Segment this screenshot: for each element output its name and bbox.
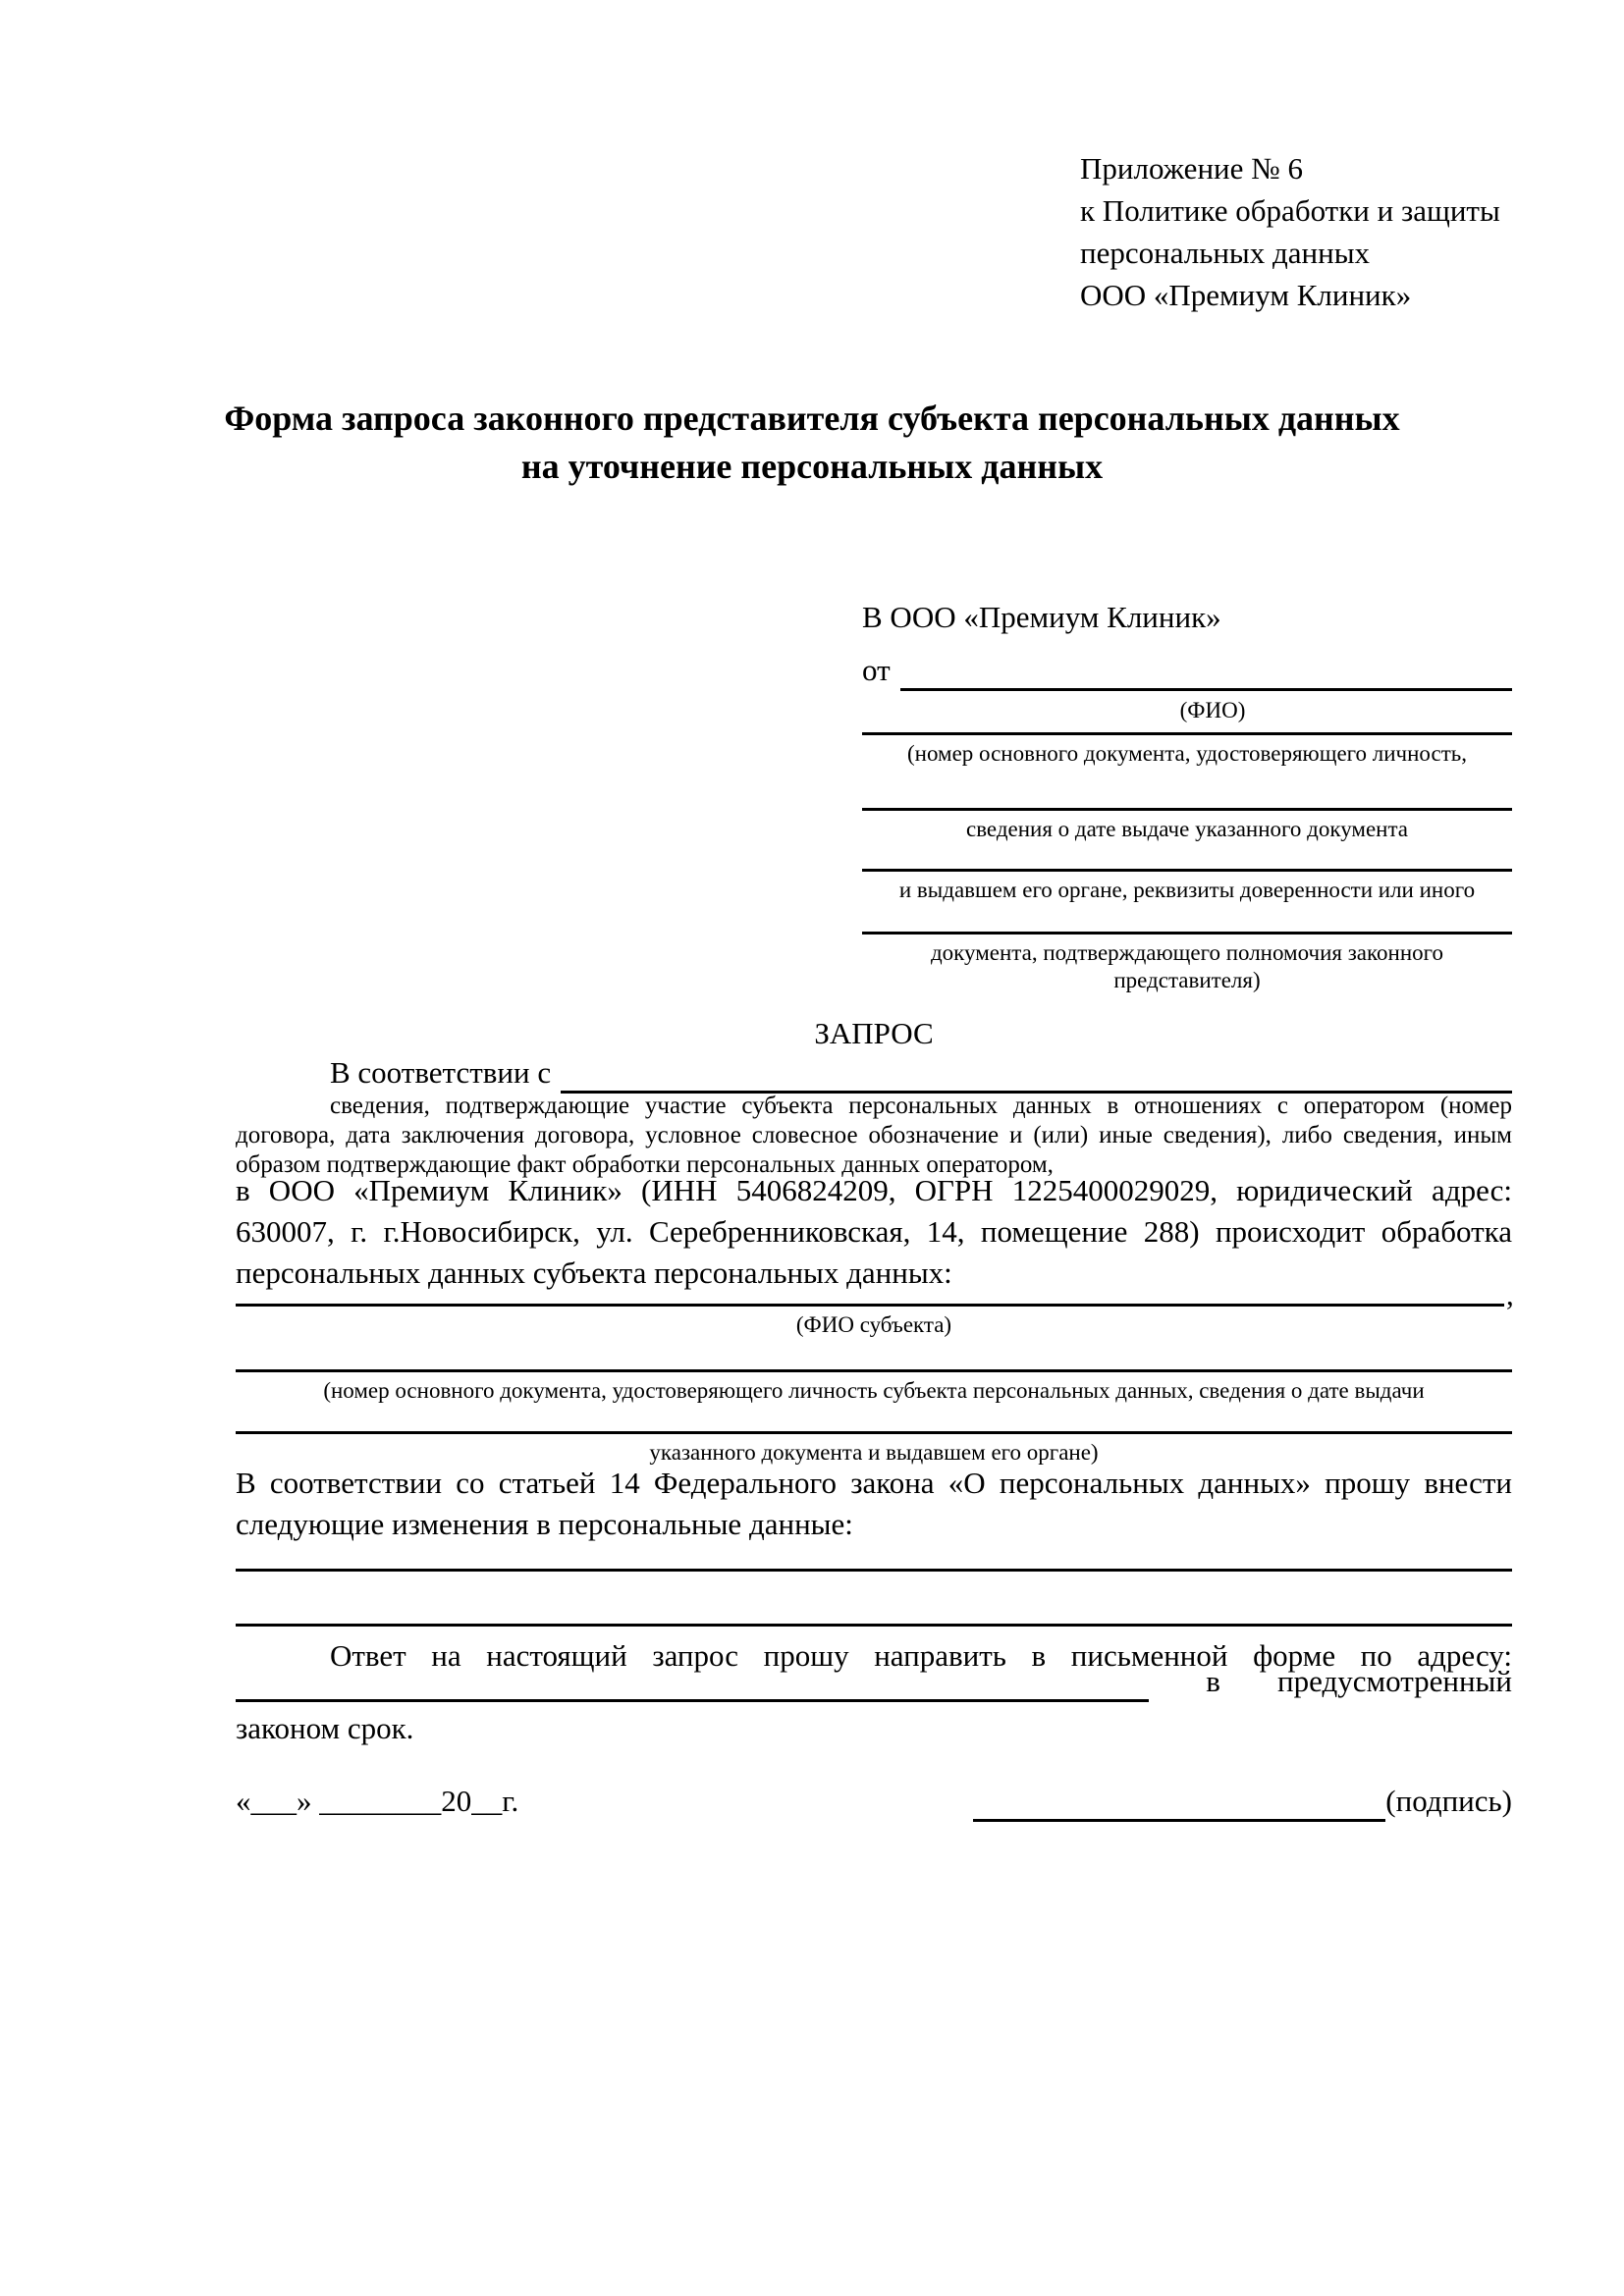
appendix-note	[1080, 147, 1512, 316]
address-fill-line	[236, 1693, 1149, 1702]
subject-fio-caption: (ФИО субъекта)	[795, 1312, 952, 1337]
appendix-note-line: персональных данных	[1080, 236, 1371, 270]
answer-line-1: Ответ на настоящий запрос прошу направить в письменной форме по адресу:	[330, 1638, 1512, 1673]
doc-caption-3: и выдавшем его органе, реквизиты доверенности или иного	[898, 878, 1476, 902]
operator-paragraph: в ООО «Премиум Клиник» (ИНН 5406824209, ОГРН 1225400029029, юридический адрес: 630007, г. г.Новосибирск, ул. Серебренниковская, 14, помещение 288) происходит обработка персональных данных субъекта персональных данных:	[236, 1173, 1512, 1290]
law-paragraph: В соответствии со статьей 14 Федерального закона «О персональных данных» прошу внести следующие изменения в персональные данные:	[236, 1466, 1512, 1541]
answer-line-2	[236, 1664, 1512, 1702]
appendix-note-line: к Политике обработки и защиты	[1080, 193, 1500, 228]
date-field: «___» ________20__г.	[236, 1784, 519, 1818]
request-intro-row	[236, 1054, 1512, 1094]
signature-row	[236, 1785, 1512, 1822]
signature-group	[973, 1785, 1512, 1822]
basis-note: сведения, подтверждающие участие субъекта персональных данных в отношениях с оператором (номер договора, дата заключения договора, условное словесное обозначение и (или) иные сведения), либо сведения, иным образом подтверждающие факт обработки персональных данных оператором,	[236, 1093, 1512, 1178]
signature-caption: (подпись)	[1385, 1784, 1512, 1818]
answer-word-1: в	[1206, 1664, 1220, 1698]
subject-fio-trailing-comma: ,	[1506, 1277, 1514, 1311]
appendix-note-line: ООО «Премиум Клиник»	[1080, 278, 1412, 312]
subject-doc-caption-1: (номер основного документа, удостоверяющего личность субъекта персональных данных, сведения о дате выдачи	[323, 1378, 1425, 1403]
doc-caption-1: (номер основного документа, удостоверяющего личность,	[906, 741, 1467, 766]
doc-caption-4: документа, подтверждающего полномочия законного представителя)	[930, 940, 1443, 992]
page-title-line-1: Форма запроса законного представителя субъекта персональных данных	[224, 399, 1400, 438]
from-fio-caption: (ФИО)	[1179, 698, 1246, 722]
answer-word-2: предусмотренный	[1277, 1664, 1512, 1698]
answer-line-3: законом срок.	[236, 1711, 414, 1745]
doc-fill-line-2	[862, 808, 1512, 811]
request-heading: ЗАПРОС	[814, 1016, 934, 1050]
page-title-line-2: на уточнение персональных данных	[520, 447, 1104, 486]
subject-doc-fill-line-1	[236, 1369, 1512, 1372]
intro-prefix: В соответствии с	[330, 1055, 552, 1090]
signature-fill-line	[973, 1813, 1385, 1822]
doc-fill-line-3	[862, 869, 1512, 872]
subject-fio-fill-line	[236, 1304, 1504, 1307]
from-label: от	[862, 653, 891, 687]
appendix-note-line: Приложение № 6	[1080, 151, 1303, 186]
doc-fill-line-4	[862, 932, 1512, 934]
subject-doc-fill-line-2	[236, 1431, 1512, 1434]
subject-doc-caption-2: указанного документа и выдавшем его органе)	[649, 1440, 1099, 1465]
changes-fill-line-1	[236, 1569, 1512, 1572]
changes-fill-line-2	[236, 1624, 1512, 1627]
addressee-from-row	[862, 650, 1512, 691]
doc-fill-line-1	[862, 732, 1512, 735]
from-fill-line	[900, 682, 1512, 691]
doc-caption-2: сведения о дате выдаче указанного документа	[965, 817, 1409, 841]
page-title	[174, 395, 1450, 491]
addressee-to: В ООО «Премиум Клиник»	[862, 600, 1221, 634]
